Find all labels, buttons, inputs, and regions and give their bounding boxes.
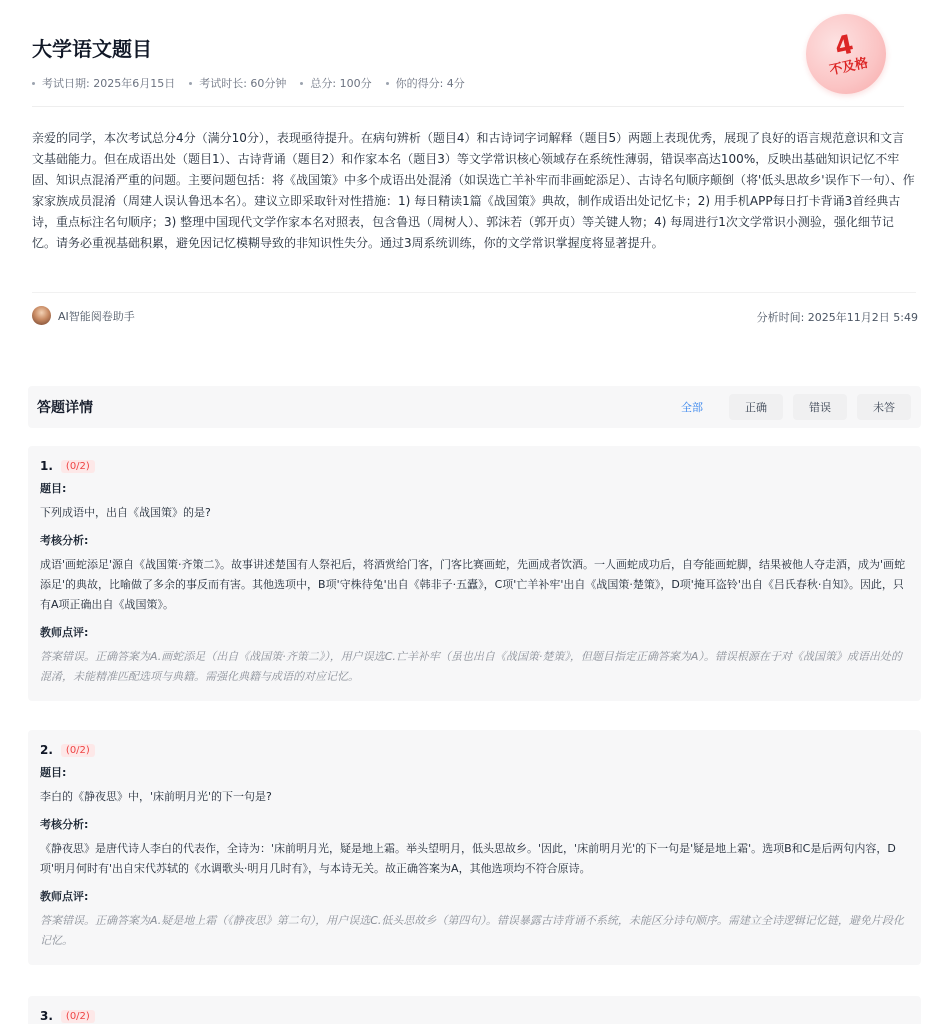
filter-all-button[interactable]: 全部 bbox=[681, 401, 703, 414]
page-title: 大学语文题目 bbox=[32, 37, 152, 61]
score-grade-label: 不及格 bbox=[828, 55, 870, 79]
divider bbox=[32, 106, 904, 107]
exam-date: 考试日期: 2025年6月15日 bbox=[32, 75, 175, 91]
filter-wrong-button[interactable]: 错误 bbox=[793, 394, 847, 420]
question-score-badge: (0/2) bbox=[61, 460, 95, 473]
ai-summary: 亲爱的同学，本次考试总分4分（满分10分），表现亟待提升。在病句辨析（题目4）和古诗词字词解释（题目5）两题上表现优秀，展现了良好的语言规范意识和文言文基础能力。但在成语出处（题目1）、古诗背诵（题目2）和作家本名（题目3）等文学常识核心领域存在系统性薄弱，错误率高达100%，反映出基础知识记忆不牢固、知识点混淆严重的问题。主要问题包括：将《战国策》中多个成语出处混淆（如误选亡羊补牢而非画蛇添足）、古诗名句顺序颠倒（将'低头思故乡'误作下一句）、作家家族成员混淆（周建人误认鲁迅本名）。建议立即采取针对性措施：1) 每日精读1篇《战国策》典故，制作成语出处记忆卡；2) 用手机APP每日打卡背诵3首经典古诗，重点标注名句顺序；3) 整理中国现代文学作家本名对照表，包含鲁迅（周树人）、郭沫若（郭开贞）等关键人物；4) 每周进行1次文学常识小测验，强化细节记忆。请务必重视基础积累，避免因记忆模糊导致的非知识性失分。通过3周系统训练，你的文学常识掌握度将显著提升。 bbox=[32, 131, 915, 250]
bullet-icon bbox=[386, 82, 389, 85]
answer-detail-header bbox=[28, 386, 921, 428]
teacher-comment-label: 教师点评: bbox=[40, 626, 89, 639]
total-score: 总分: 100分 bbox=[300, 75, 371, 91]
teacher-comment-text: 答案错误。正确答案为A.画蛇添足（出自《战国策·齐策二》），用户误选C.亡羊补牢（虽也出自《战国策·楚策》，但题目指定正确答案为A）。错误根源在于对《战国策》成语出处的混淆，未能精准匹配选项与典籍。需强化典籍与成语的对应记忆。 bbox=[40, 650, 902, 683]
teacher-comment-label: 教师点评: bbox=[40, 890, 89, 903]
score-stamp bbox=[799, 7, 894, 102]
question-text: 下列成语中，出自《战国策》的是? bbox=[40, 506, 211, 519]
divider bbox=[32, 292, 916, 293]
question-text: 李白的《静夜思》中，'床前明月光'的下一句是? bbox=[40, 790, 272, 803]
question-title-label: 题目: bbox=[40, 766, 67, 779]
bullet-icon bbox=[32, 82, 35, 85]
question-card bbox=[28, 446, 921, 701]
question-score-badge: (0/2) bbox=[61, 1010, 95, 1023]
question-card bbox=[28, 730, 921, 965]
analysis-label: 考核分析: bbox=[40, 534, 89, 547]
analysis-time: 分析时间: 2025年11月2日 5:49 bbox=[756, 311, 918, 324]
question-number: 1. bbox=[40, 459, 53, 473]
answer-detail-title: 答题详情 bbox=[37, 400, 93, 416]
analysis-text: 成语'画蛇添足'源自《战国策·齐策二》。故事讲述楚国有人祭祀后，将酒赏给门客，门客比赛画蛇，先画成者饮酒。一人画蛇成功后，自夸能画蛇脚，结果被他人夺走酒，成为'画蛇添足'的典故，比喻做了多余的事反而有害。其他选项中，B项'守株待兔'出自《韩非子·五蠹》，C项'亡羊补牢'出自《战国策·楚策》，D项'掩耳盗铃'出自《吕氏春秋·自知》。因此，只有A项正确出自《战国策》。 bbox=[40, 558, 906, 611]
question-title-label: 题目: bbox=[40, 482, 67, 495]
exam-duration: 考试时长: 60分钟 bbox=[189, 75, 286, 91]
score-value: 4 bbox=[832, 29, 857, 63]
your-score: 你的得分: 4分 bbox=[386, 75, 465, 91]
question-number: 3. bbox=[40, 1009, 53, 1023]
avatar bbox=[32, 306, 51, 325]
question-score-badge: (0/2) bbox=[61, 744, 95, 757]
analysis-text: 《静夜思》是唐代诗人李白的代表作，全诗为：'床前明月光，疑是地上霜。举头望明月，低头思故乡。'因此，'床前明月光'的下一句是'疑是地上霜'。选项B和C是后两句内容，D项'明月何时有'出自宋代苏轼的《水调歌头·明月几时有》，与本诗无关。故正确答案为A，其他选项均不符合原诗。 bbox=[40, 842, 896, 875]
question-card bbox=[28, 996, 921, 1024]
teacher-comment-text: 答案错误。正确答案为A.疑是地上霜（《静夜思》第二句），用户误选C.低头思故乡（第四句）。错误暴露古诗背诵不系统，未能区分诗句顺序。需建立全诗逻辑记忆链，避免片段化记忆。 bbox=[40, 914, 904, 947]
ai-assistant bbox=[32, 306, 135, 325]
filter-unanswered-button[interactable]: 未答 bbox=[857, 394, 911, 420]
filter-tabs bbox=[665, 394, 911, 420]
ai-assistant-name: AI智能阅卷助手 bbox=[58, 309, 135, 323]
exam-meta bbox=[32, 75, 479, 91]
bullet-icon bbox=[189, 82, 192, 85]
bullet-icon bbox=[300, 82, 303, 85]
question-number: 2. bbox=[40, 743, 53, 757]
analysis-label: 考核分析: bbox=[40, 818, 89, 831]
filter-correct-button[interactable]: 正确 bbox=[729, 394, 783, 420]
